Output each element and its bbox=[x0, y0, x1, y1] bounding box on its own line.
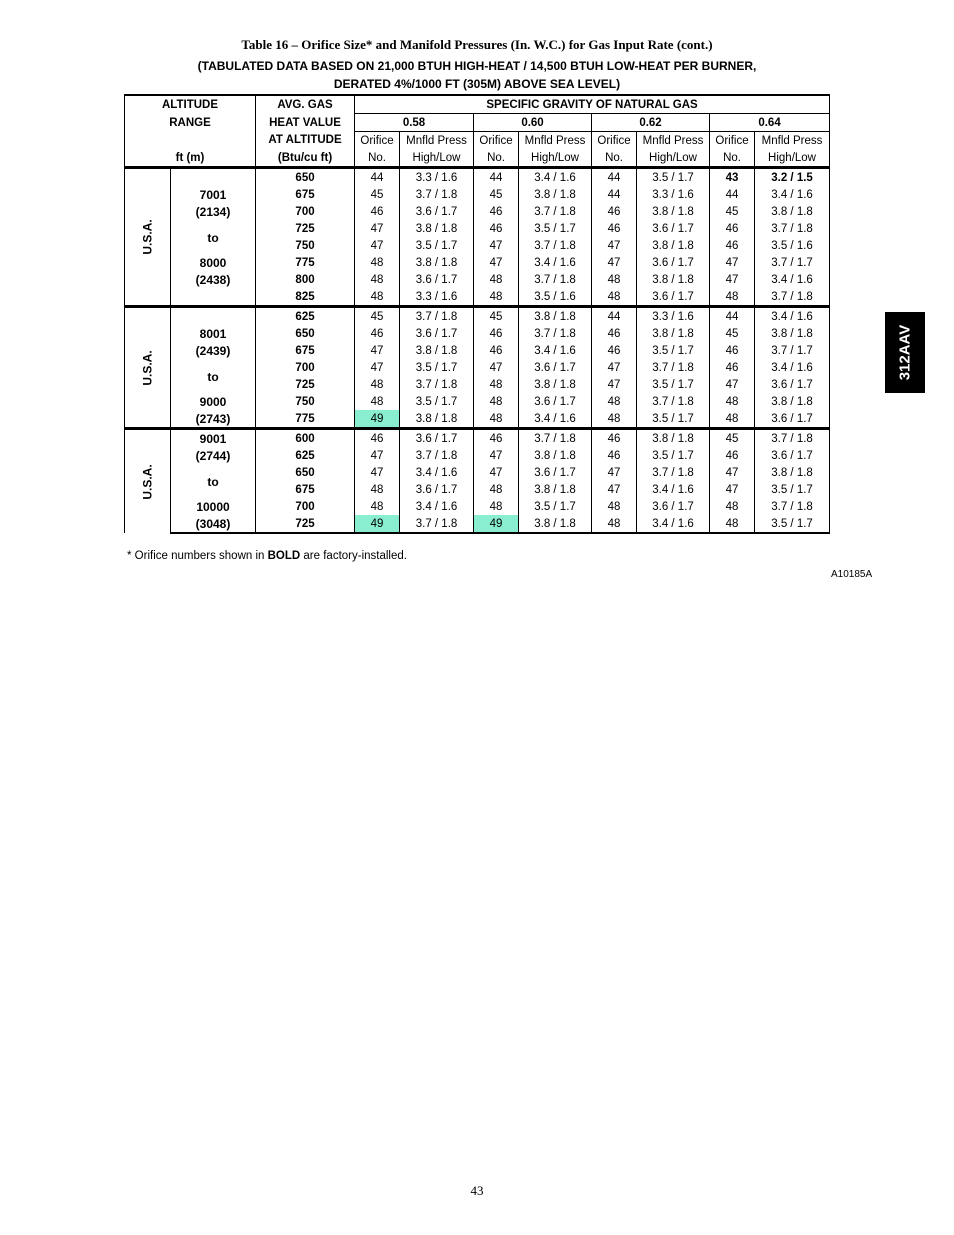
altitude-range-line: (2744) bbox=[195, 448, 231, 463]
orifice-cell: 46 bbox=[474, 203, 519, 220]
pressure-cell: 3.6 / 1.7 bbox=[637, 498, 710, 515]
footnote-prefix: * Orifice numbers shown in bbox=[127, 550, 268, 562]
table-row bbox=[125, 220, 830, 237]
orifice-cell: 46 bbox=[710, 359, 755, 376]
altitude-range-line: 8000 bbox=[199, 255, 227, 270]
gas-value-cell: 775 bbox=[256, 410, 355, 429]
header-heat-value: HEAT VALUE bbox=[256, 114, 355, 132]
pressure-cell: 3.2 / 1.5 bbox=[755, 168, 830, 187]
header-no: No. bbox=[592, 149, 637, 168]
orifice-cell: 47 bbox=[474, 359, 519, 376]
pressure-cell: 3.5 / 1.7 bbox=[637, 447, 710, 464]
orifice-cell: 47 bbox=[355, 237, 400, 254]
header-sg-062: 0.62 bbox=[592, 114, 710, 132]
orifice-cell: 48 bbox=[710, 393, 755, 410]
pressure-cell: 3.6 / 1.7 bbox=[637, 254, 710, 271]
orifice-cell: 47 bbox=[474, 447, 519, 464]
pressure-cell: 3.3 / 1.6 bbox=[400, 168, 474, 187]
pressure-cell: 3.5 / 1.7 bbox=[637, 376, 710, 393]
pressure-cell: 3.4 / 1.6 bbox=[519, 254, 592, 271]
pressure-cell: 3.5 / 1.6 bbox=[755, 237, 830, 254]
altitude-range-line: (2438) bbox=[195, 272, 231, 287]
orifice-cell: 48 bbox=[474, 271, 519, 288]
orifice-cell: 47 bbox=[710, 254, 755, 271]
orifice-cell: 47 bbox=[710, 376, 755, 393]
pressure-cell: 3.8 / 1.8 bbox=[519, 515, 592, 533]
table-row bbox=[125, 429, 830, 448]
orifice-cell: 46 bbox=[592, 447, 637, 464]
altitude-range-line: 9000 bbox=[199, 394, 227, 409]
footnote-bold: BOLD bbox=[267, 550, 301, 562]
orifice-cell: 48 bbox=[592, 498, 637, 515]
pressure-cell: 3.7 / 1.7 bbox=[755, 254, 830, 271]
gas-value-cell: 750 bbox=[256, 237, 355, 254]
orifice-cell: 48 bbox=[710, 498, 755, 515]
orifice-cell: 46 bbox=[710, 342, 755, 359]
orifice-cell: 48 bbox=[355, 254, 400, 271]
orifice-cell: 46 bbox=[355, 203, 400, 220]
orifice-cell: 48 bbox=[355, 376, 400, 393]
altitude-range-cell bbox=[171, 220, 256, 245]
altitude-range-line: (2439) bbox=[195, 343, 231, 358]
altitude-range-cell bbox=[171, 515, 256, 533]
pressure-cell: 3.8 / 1.8 bbox=[400, 254, 474, 271]
altitude-range-cell bbox=[171, 271, 256, 288]
pressure-cell: 3.6 / 1.7 bbox=[400, 271, 474, 288]
pressure-cell: 3.5 / 1.7 bbox=[637, 168, 710, 187]
orifice-cell: 47 bbox=[474, 254, 519, 271]
gas-value-cell: 625 bbox=[256, 307, 355, 326]
header-at-altitude: AT ALTITUDE bbox=[256, 132, 355, 150]
pressure-cell: 3.8 / 1.8 bbox=[400, 342, 474, 359]
orifice-cell: 47 bbox=[355, 464, 400, 481]
pressure-cell: 3.7 / 1.8 bbox=[519, 203, 592, 220]
orifice-cell: 44 bbox=[710, 307, 755, 326]
orifice-cell: 45 bbox=[474, 307, 519, 326]
orifice-cell: 49 bbox=[355, 410, 400, 429]
altitude-range-line: 9001 bbox=[199, 431, 227, 446]
pressure-cell: 3.7 / 1.8 bbox=[755, 429, 830, 448]
pressure-cell: 3.8 / 1.8 bbox=[755, 325, 830, 342]
table-row bbox=[125, 168, 830, 187]
gas-value-cell: 675 bbox=[256, 481, 355, 498]
altitude-range-line: 7001 bbox=[199, 187, 227, 202]
orifice-cell: 44 bbox=[592, 168, 637, 187]
gas-value-cell: 650 bbox=[256, 464, 355, 481]
pressure-cell: 3.8 / 1.8 bbox=[400, 410, 474, 429]
header-altitude: ALTITUDE bbox=[125, 95, 256, 114]
table-subtitle-line2: DERATED 4%/1000 FT (305M) ABOVE SEA LEVEL) bbox=[333, 77, 621, 91]
header-row-1 bbox=[125, 95, 830, 114]
pressure-cell: 3.3 / 1.6 bbox=[637, 307, 710, 326]
orifice-cell: 45 bbox=[710, 429, 755, 448]
altitude-range-cell bbox=[171, 410, 256, 429]
table-row bbox=[125, 288, 830, 307]
header-btu: (Btu/cu ft) bbox=[256, 149, 355, 168]
gas-value-cell: 750 bbox=[256, 393, 355, 410]
pressure-cell: 3.4 / 1.6 bbox=[637, 481, 710, 498]
footnote-suffix: are factory-installed. bbox=[300, 550, 407, 562]
orifice-cell: 46 bbox=[710, 237, 755, 254]
orifice-cell: 48 bbox=[710, 410, 755, 429]
pressure-cell: 3.8 / 1.8 bbox=[755, 464, 830, 481]
header-avg-gas: AVG. GAS bbox=[256, 95, 355, 114]
gas-value-cell: 725 bbox=[256, 376, 355, 393]
pressure-cell: 3.4 / 1.6 bbox=[637, 515, 710, 533]
country-label: U.S.A. bbox=[140, 349, 155, 386]
pressure-cell: 3.7 / 1.7 bbox=[755, 342, 830, 359]
gas-value-cell: 800 bbox=[256, 271, 355, 288]
table-row bbox=[125, 464, 830, 481]
orifice-cell: 48 bbox=[592, 271, 637, 288]
country-cell bbox=[125, 168, 171, 307]
orifice-cell: 44 bbox=[710, 186, 755, 203]
header-no: No. bbox=[474, 149, 519, 168]
pressure-cell: 3.7 / 1.8 bbox=[637, 393, 710, 410]
altitude-range-cell bbox=[171, 498, 256, 515]
altitude-range-line: (2743) bbox=[195, 411, 231, 426]
orifice-cell: 46 bbox=[355, 325, 400, 342]
orifice-cell: 46 bbox=[592, 325, 637, 342]
orifice-cell: 45 bbox=[355, 307, 400, 326]
table-row bbox=[125, 325, 830, 342]
table-row bbox=[125, 271, 830, 288]
pressure-cell: 3.5 / 1.7 bbox=[519, 498, 592, 515]
altitude-range-line: (2134) bbox=[195, 204, 231, 219]
orifice-cell: 49 bbox=[474, 515, 519, 533]
altitude-range-line: (3048) bbox=[195, 516, 231, 531]
orifice-cell: 44 bbox=[592, 186, 637, 203]
pressure-cell: 3.7 / 1.8 bbox=[755, 288, 830, 307]
header-orifice: Orifice bbox=[710, 132, 755, 150]
pressure-cell: 3.7 / 1.8 bbox=[755, 498, 830, 515]
orifice-cell: 48 bbox=[474, 410, 519, 429]
header-orifice: Orifice bbox=[592, 132, 637, 150]
orifice-cell: 46 bbox=[710, 447, 755, 464]
orifice-cell: 48 bbox=[474, 376, 519, 393]
header-row-2 bbox=[125, 114, 830, 132]
header-blank bbox=[125, 132, 256, 150]
country-label: U.S.A. bbox=[140, 463, 155, 500]
orifice-cell: 44 bbox=[592, 307, 637, 326]
table-row bbox=[125, 410, 830, 429]
orifice-cell: 47 bbox=[710, 481, 755, 498]
orifice-cell: 48 bbox=[592, 410, 637, 429]
orifice-cell: 48 bbox=[710, 288, 755, 307]
header-high-low: High/Low bbox=[637, 149, 710, 168]
orifice-cell: 44 bbox=[474, 168, 519, 187]
pressure-cell: 3.7 / 1.8 bbox=[519, 271, 592, 288]
pressure-cell: 3.5 / 1.7 bbox=[755, 481, 830, 498]
orifice-cell: 48 bbox=[592, 515, 637, 533]
orifice-cell: 48 bbox=[474, 288, 519, 307]
pressure-cell: 3.6 / 1.7 bbox=[637, 220, 710, 237]
pressure-cell: 3.5 / 1.7 bbox=[400, 359, 474, 376]
pressure-cell: 3.7 / 1.8 bbox=[519, 325, 592, 342]
orifice-cell: 47 bbox=[592, 359, 637, 376]
figure-id: A10185A bbox=[831, 569, 873, 580]
table-title: Table 16 – Orifice Size* and Manifold Pressures (In. W.C.) for Gas Input Rate (cont.) bbox=[241, 37, 713, 52]
pressure-cell: 3.8 / 1.8 bbox=[637, 203, 710, 220]
pressure-cell: 3.8 / 1.8 bbox=[519, 186, 592, 203]
table-row bbox=[125, 498, 830, 515]
orifice-cell: 47 bbox=[355, 342, 400, 359]
gas-value-cell: 625 bbox=[256, 447, 355, 464]
orifice-cell: 47 bbox=[592, 237, 637, 254]
pressure-cell: 3.7 / 1.8 bbox=[400, 447, 474, 464]
pressure-cell: 3.6 / 1.7 bbox=[519, 464, 592, 481]
country-cell bbox=[125, 429, 171, 534]
pressure-cell: 3.4 / 1.6 bbox=[519, 168, 592, 187]
header-high-low: High/Low bbox=[519, 149, 592, 168]
table-row bbox=[125, 342, 830, 359]
orifice-cell: 47 bbox=[474, 464, 519, 481]
pressure-cell: 3.5 / 1.7 bbox=[637, 342, 710, 359]
pressure-cell: 3.8 / 1.8 bbox=[637, 429, 710, 448]
pressure-cell: 3.8 / 1.8 bbox=[755, 203, 830, 220]
table-row bbox=[125, 515, 830, 533]
pressure-cell: 3.6 / 1.7 bbox=[637, 288, 710, 307]
pressure-cell: 3.4 / 1.6 bbox=[519, 410, 592, 429]
pressure-cell: 3.6 / 1.7 bbox=[755, 410, 830, 429]
pressure-cell: 3.8 / 1.8 bbox=[519, 447, 592, 464]
table-row bbox=[125, 393, 830, 410]
pressure-cell: 3.4 / 1.6 bbox=[400, 464, 474, 481]
orifice-cell: 49 bbox=[355, 515, 400, 533]
orifice-cell: 48 bbox=[592, 393, 637, 410]
altitude-range-cell bbox=[171, 288, 256, 307]
header-orifice: Orifice bbox=[355, 132, 400, 150]
altitude-range-cell bbox=[171, 464, 256, 489]
orifice-cell: 46 bbox=[355, 429, 400, 448]
altitude-range-cell bbox=[171, 359, 256, 384]
altitude-range-cell bbox=[171, 254, 256, 271]
orifice-cell: 47 bbox=[474, 237, 519, 254]
orifice-cell: 47 bbox=[710, 464, 755, 481]
gas-value-cell: 650 bbox=[256, 325, 355, 342]
pressure-cell: 3.8 / 1.8 bbox=[755, 393, 830, 410]
orifice-cell: 47 bbox=[592, 481, 637, 498]
pressure-cell: 3.4 / 1.6 bbox=[755, 271, 830, 288]
pressure-cell: 3.8 / 1.8 bbox=[519, 307, 592, 326]
pressure-cell: 3.7 / 1.8 bbox=[637, 464, 710, 481]
orifice-cell: 46 bbox=[592, 342, 637, 359]
table-row bbox=[125, 186, 830, 203]
pressure-cell: 3.8 / 1.8 bbox=[637, 237, 710, 254]
pressure-cell: 3.6 / 1.7 bbox=[400, 203, 474, 220]
pressure-cell: 3.5 / 1.7 bbox=[755, 515, 830, 533]
header-row-3 bbox=[125, 132, 830, 150]
orifice-cell: 47 bbox=[355, 447, 400, 464]
pressure-cell: 3.6 / 1.7 bbox=[755, 376, 830, 393]
header-orifice: Orifice bbox=[474, 132, 519, 150]
pressure-cell: 3.4 / 1.6 bbox=[755, 359, 830, 376]
table-body bbox=[125, 168, 830, 534]
table-row bbox=[125, 359, 830, 376]
orifice-cell: 48 bbox=[474, 393, 519, 410]
header-mnfld-press: Mnfld Press bbox=[519, 132, 592, 150]
pressure-cell: 3.7 / 1.8 bbox=[400, 307, 474, 326]
pressure-cell: 3.4 / 1.6 bbox=[755, 307, 830, 326]
pressure-cell: 3.7 / 1.8 bbox=[519, 429, 592, 448]
table-row bbox=[125, 254, 830, 271]
altitude-range-line: to bbox=[207, 230, 219, 245]
header-high-low: High/Low bbox=[400, 149, 474, 168]
pressure-cell: 3.7 / 1.8 bbox=[519, 237, 592, 254]
orifice-cell: 48 bbox=[355, 393, 400, 410]
gas-value-cell: 775 bbox=[256, 254, 355, 271]
table-subtitle-line1: (TABULATED DATA BASED ON 21,000 BTUH HIGH-HEAT / 14,500 BTUH LOW-HEAT PER BURNER, bbox=[197, 59, 757, 73]
pressure-cell: 3.4 / 1.6 bbox=[755, 186, 830, 203]
gas-value-cell: 725 bbox=[256, 220, 355, 237]
side-tab-label: 312AAV bbox=[896, 324, 914, 381]
gas-value-cell: 700 bbox=[256, 359, 355, 376]
pressure-cell: 3.7 / 1.8 bbox=[400, 186, 474, 203]
altitude-range-line: 8001 bbox=[199, 326, 227, 341]
orifice-cell: 47 bbox=[592, 254, 637, 271]
country-cell bbox=[125, 307, 171, 429]
orifice-cell: 46 bbox=[592, 429, 637, 448]
gas-value-cell: 725 bbox=[256, 515, 355, 533]
pressure-cell: 3.3 / 1.6 bbox=[400, 288, 474, 307]
pressure-cell: 3.5 / 1.7 bbox=[519, 220, 592, 237]
orifice-cell: 45 bbox=[474, 186, 519, 203]
orifice-cell: 47 bbox=[355, 359, 400, 376]
table-row bbox=[125, 447, 830, 464]
altitude-range-cell bbox=[171, 429, 256, 448]
orifice-cell: 46 bbox=[474, 342, 519, 359]
gas-value-cell: 700 bbox=[256, 203, 355, 220]
altitude-range-line: 10000 bbox=[196, 499, 230, 514]
table-row bbox=[125, 307, 830, 326]
orifice-cell: 47 bbox=[592, 464, 637, 481]
orifice-cell: 46 bbox=[592, 203, 637, 220]
altitude-range-cell bbox=[171, 203, 256, 220]
header-high-low: High/Low bbox=[755, 149, 830, 168]
header-sg-060: 0.60 bbox=[474, 114, 592, 132]
pressure-cell: 3.6 / 1.7 bbox=[400, 429, 474, 448]
orifice-cell: 48 bbox=[474, 481, 519, 498]
pressure-cell: 3.4 / 1.6 bbox=[519, 342, 592, 359]
pressure-cell: 3.7 / 1.8 bbox=[755, 220, 830, 237]
altitude-range-cell bbox=[171, 393, 256, 410]
pressure-cell: 3.8 / 1.8 bbox=[637, 325, 710, 342]
header-ftm: ft (m) bbox=[125, 149, 256, 168]
orifice-cell: 48 bbox=[710, 515, 755, 533]
gas-value-cell: 600 bbox=[256, 429, 355, 448]
orifice-cell: 45 bbox=[710, 203, 755, 220]
orifice-cell: 45 bbox=[355, 186, 400, 203]
orifice-cell: 48 bbox=[355, 271, 400, 288]
pressure-cell: 3.4 / 1.6 bbox=[400, 498, 474, 515]
header-range: RANGE bbox=[125, 114, 256, 132]
table-row bbox=[125, 203, 830, 220]
orifice-cell: 48 bbox=[592, 288, 637, 307]
orifice-cell: 48 bbox=[355, 481, 400, 498]
gas-value-cell: 825 bbox=[256, 288, 355, 307]
pressure-cell: 3.8 / 1.8 bbox=[519, 376, 592, 393]
header-mnfld-press: Mnfld Press bbox=[400, 132, 474, 150]
header-no: No. bbox=[355, 149, 400, 168]
gas-value-cell: 650 bbox=[256, 168, 355, 187]
pressure-cell: 3.8 / 1.8 bbox=[400, 220, 474, 237]
pressure-cell: 3.6 / 1.7 bbox=[400, 481, 474, 498]
country-label: U.S.A. bbox=[140, 219, 155, 255]
altitude-range-cell bbox=[171, 186, 256, 203]
altitude-range-cell bbox=[171, 342, 256, 359]
altitude-range-line: to bbox=[207, 474, 219, 489]
pressure-cell: 3.5 / 1.7 bbox=[400, 237, 474, 254]
pressure-cell: 3.6 / 1.7 bbox=[519, 393, 592, 410]
gas-value-cell: 675 bbox=[256, 342, 355, 359]
pressure-cell: 3.7 / 1.8 bbox=[400, 515, 474, 533]
pressure-cell: 3.5 / 1.7 bbox=[400, 393, 474, 410]
header-specific-gravity: SPECIFIC GRAVITY OF NATURAL GAS bbox=[355, 95, 830, 114]
pressure-cell: 3.7 / 1.8 bbox=[637, 359, 710, 376]
orifice-cell: 44 bbox=[355, 168, 400, 187]
pressure-cell: 3.6 / 1.7 bbox=[519, 359, 592, 376]
footnote bbox=[127, 550, 407, 562]
header-sg-064: 0.64 bbox=[710, 114, 830, 132]
orifice-cell: 46 bbox=[474, 325, 519, 342]
orifice-cell: 47 bbox=[355, 220, 400, 237]
orifice-cell: 43 bbox=[710, 168, 755, 187]
page-number: 43 bbox=[470, 1183, 484, 1198]
orifice-table bbox=[124, 94, 830, 534]
altitude-range-line: to bbox=[207, 369, 219, 384]
pressure-cell: 3.8 / 1.8 bbox=[519, 481, 592, 498]
header-mnfld-press: Mnfld Press bbox=[755, 132, 830, 150]
pressure-cell: 3.5 / 1.6 bbox=[519, 288, 592, 307]
orifice-cell: 46 bbox=[710, 220, 755, 237]
side-tab bbox=[885, 312, 925, 393]
header-sg-058: 0.58 bbox=[355, 114, 474, 132]
gas-value-cell: 675 bbox=[256, 186, 355, 203]
orifice-cell: 48 bbox=[355, 498, 400, 515]
header-no: No. bbox=[710, 149, 755, 168]
orifice-cell: 47 bbox=[592, 376, 637, 393]
pressure-cell: 3.5 / 1.7 bbox=[637, 410, 710, 429]
gas-value-cell: 700 bbox=[256, 498, 355, 515]
pressure-cell: 3.8 / 1.8 bbox=[637, 271, 710, 288]
orifice-cell: 46 bbox=[474, 220, 519, 237]
orifice-cell: 46 bbox=[474, 429, 519, 448]
orifice-cell: 48 bbox=[355, 288, 400, 307]
pressure-cell: 3.6 / 1.7 bbox=[400, 325, 474, 342]
orifice-cell: 47 bbox=[710, 271, 755, 288]
orifice-cell: 46 bbox=[592, 220, 637, 237]
header-mnfld-press: Mnfld Press bbox=[637, 132, 710, 150]
orifice-cell: 48 bbox=[474, 498, 519, 515]
altitude-range-cell bbox=[171, 325, 256, 342]
pressure-cell: 3.6 / 1.7 bbox=[755, 447, 830, 464]
altitude-range-cell bbox=[171, 447, 256, 464]
altitude-range-cell bbox=[171, 307, 256, 326]
pressure-cell: 3.7 / 1.8 bbox=[400, 376, 474, 393]
header-row-4 bbox=[125, 149, 830, 168]
orifice-cell: 45 bbox=[710, 325, 755, 342]
altitude-range-cell bbox=[171, 168, 256, 187]
pressure-cell: 3.3 / 1.6 bbox=[637, 186, 710, 203]
